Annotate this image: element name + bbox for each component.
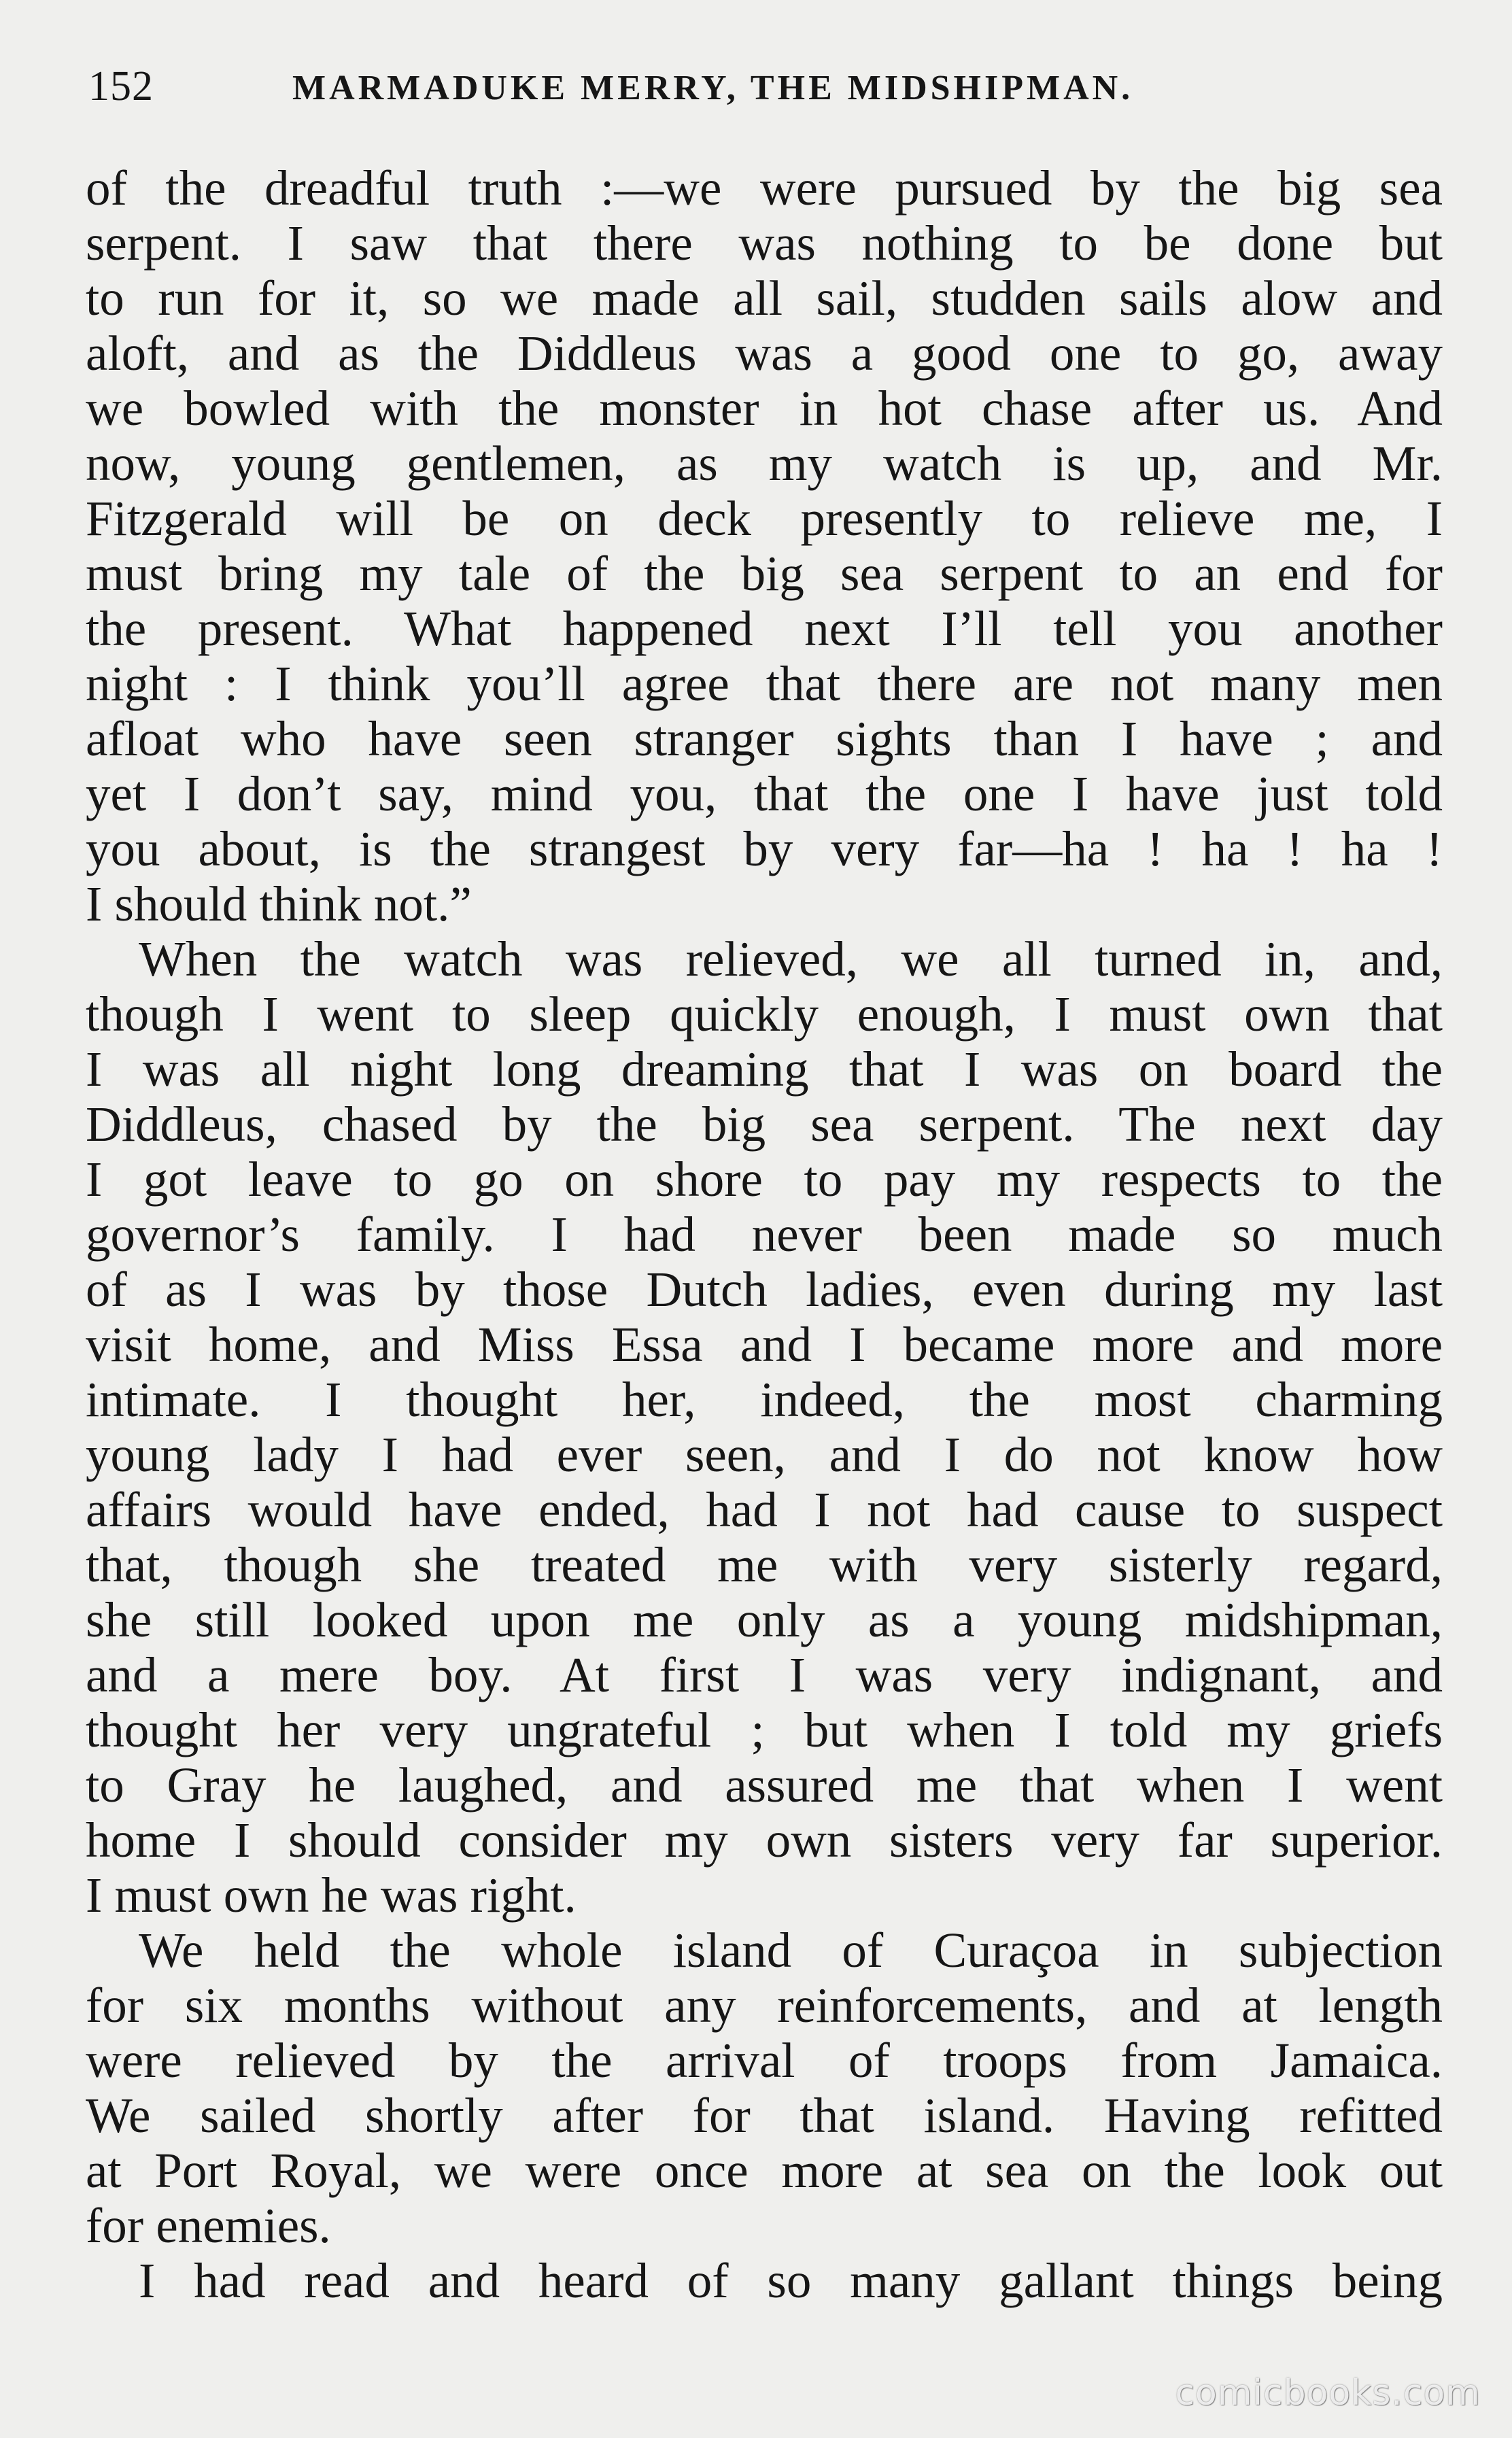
running-title: MARMADUKE MERRY, THE MIDSHIPMAN.	[292, 69, 1134, 107]
text-line: to Gray he laughed, and assured me that when I went	[86, 1757, 1443, 1813]
text-line: to run for it, so we made all sail, studden sails alow and	[86, 271, 1443, 326]
text-line: young lady I had ever seen, and I do not know how	[86, 1427, 1443, 1482]
paragraph-start-line: We held the whole island of Curaçoa in subjection	[139, 1923, 1443, 1978]
text-line: visit home, and Miss Essa and I became more and more	[86, 1317, 1443, 1372]
text-line: Fitzgerald will be on deck presently to relieve me, I	[86, 491, 1443, 546]
text-line: home I should consider my own sisters very far superior.	[86, 1813, 1443, 1868]
text-line: aloft, and as the Diddleus was a good one to go, away	[86, 326, 1443, 381]
text-line: I got leave to go on shore to pay my respects to the	[86, 1152, 1443, 1207]
text-line: Diddleus, chased by the big sea serpent. The next day	[86, 1097, 1443, 1152]
text-line: night : I think you’ll agree that there are not many men	[86, 656, 1443, 711]
text-line: and a mere boy. At first I was very indignant, and	[86, 1647, 1443, 1702]
text-line: I was all night long dreaming that I was on board the	[86, 1042, 1443, 1097]
text-line: We sailed shortly after for that island. Having refitted	[86, 2088, 1443, 2143]
text-line: at Port Royal, we were once more at sea on the look out	[86, 2143, 1443, 2198]
paragraph-start-line: I had read and heard of so many gallant things being	[139, 2253, 1443, 2308]
text-line: now, young gentlemen, as my watch is up, and Mr.	[86, 436, 1443, 491]
text-line: for six months without any reinforcements, and at length	[86, 1978, 1443, 2033]
text-line: we bowled with the monster in hot chase after us. And	[86, 381, 1443, 436]
text-line: afloat who have seen stranger sights than I have ; and	[86, 711, 1443, 766]
paragraph-start-line: When the watch was relieved, we all turned in, and,	[139, 931, 1443, 986]
watermark: comicbooks.com	[1175, 2373, 1481, 2414]
text-line: the present. What happened next I’ll tell you another	[86, 601, 1443, 656]
text-line: serpent. I saw that there was nothing to be done but	[86, 216, 1443, 271]
paragraph-end-line: I must own he was right.	[86, 1868, 577, 1923]
text-line: she still looked upon me only as a young midshipman,	[86, 1592, 1443, 1647]
page-header	[88, 63, 1434, 117]
text-line: must bring my tale of the big sea serpent to an end for	[86, 546, 1443, 601]
page-number: 152	[88, 63, 154, 109]
text-line: governor’s family. I had never been made so much	[86, 1207, 1443, 1262]
paragraph-end-line: I should think not.”	[86, 876, 472, 931]
text-line: yet I don’t say, mind you, that the one I have just told	[86, 766, 1443, 821]
paragraph-end-line: for enemies.	[86, 2198, 331, 2253]
text-line: of the dreadful truth :—we were pursued by the big sea	[86, 160, 1443, 216]
text-line: thought her very ungrateful ; but when I told my griefs	[86, 1702, 1443, 1757]
text-line: intimate. I thought her, indeed, the most charming	[86, 1372, 1443, 1427]
text-line: you about, is the strangest by very far—ha ! ha ! ha !	[86, 821, 1443, 876]
text-line: though I went to sleep quickly enough, I must own that	[86, 986, 1443, 1042]
text-line: that, though she treated me with very sisterly regard,	[86, 1537, 1443, 1592]
text-line: affairs would have ended, had I not had cause to suspect	[86, 1482, 1443, 1537]
text-line: were relieved by the arrival of troops from Jamaica.	[86, 2033, 1443, 2088]
text-line: of as I was by those Dutch ladies, even during my last	[86, 1262, 1443, 1317]
body-text	[86, 160, 1443, 2308]
